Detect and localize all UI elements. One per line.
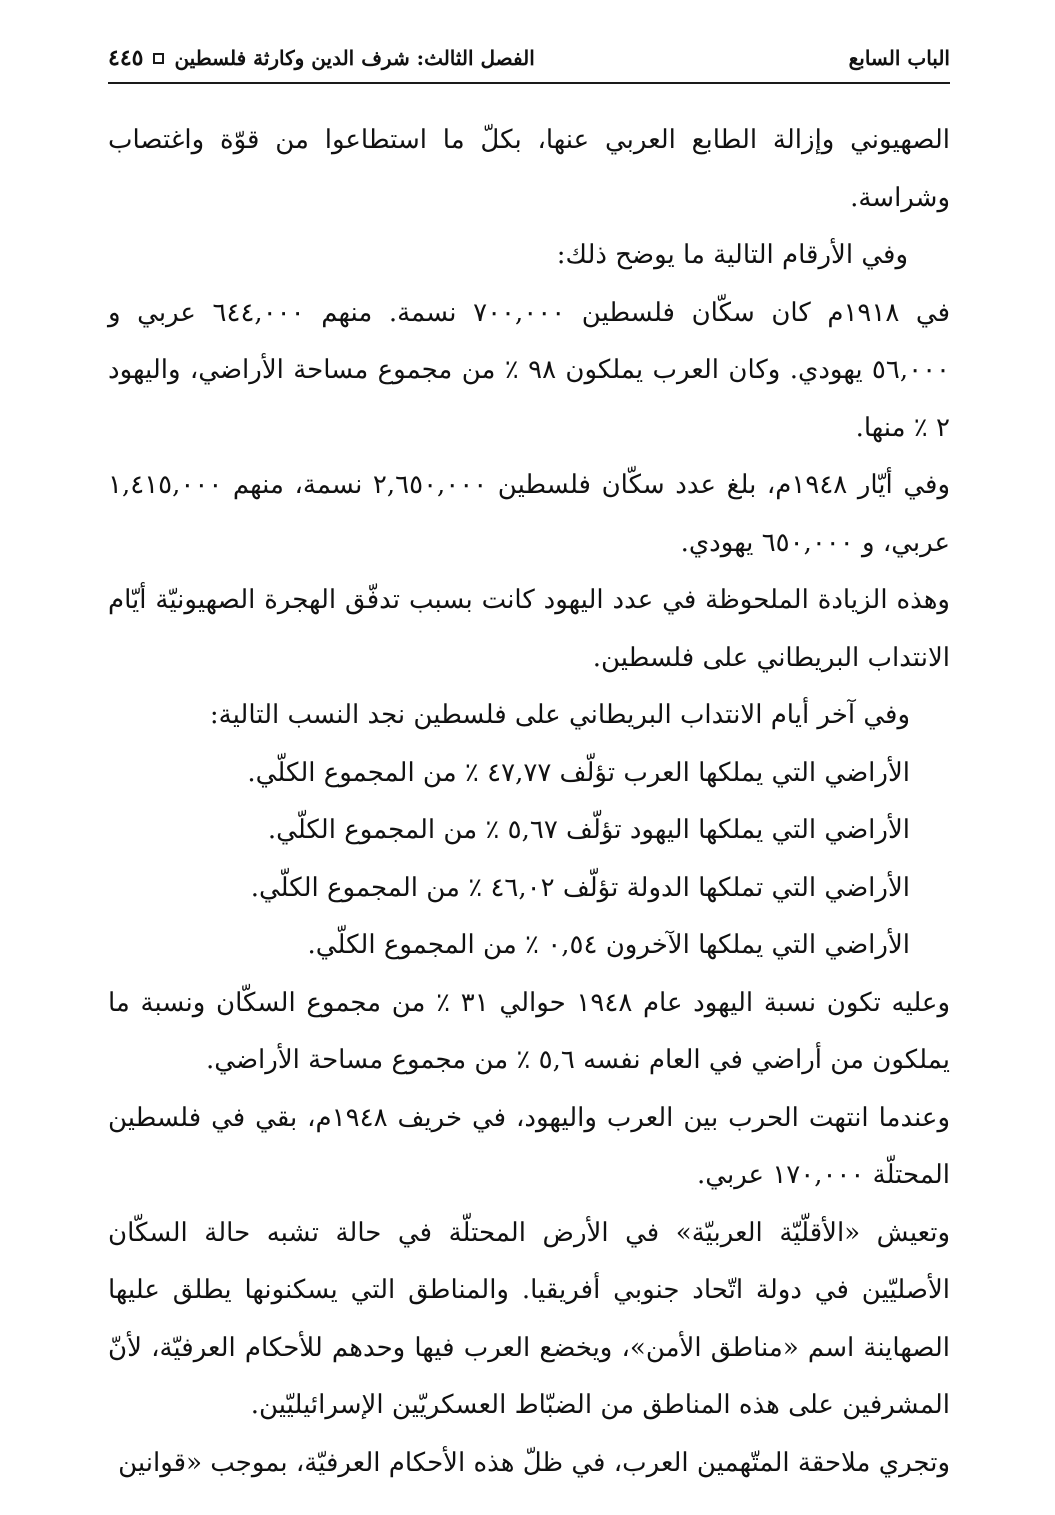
list-item: الأراضي التي يملكها اليهود تؤلّف ٥,٦٧ ٪ من المجموع الكلّي.	[267, 815, 910, 845]
paragraph: الصهيوني وإزالة الطابع العربي عنها، بكلّ ما استطاعوا من قوّة واغتصاب وشراسة.	[108, 125, 950, 213]
body-text	[108, 112, 950, 1492]
paragraph: وفي أيّار ١٩٤٨م، بلغ عدد سكّان فلسطين ٢,٦٥٠,٠٠٠ نسمة، منهم ١,٤١٥,٠٠٠ عربي، و ٦٥٠,٠٠٠ يهودي.	[108, 470, 951, 558]
chapter-title: الباب السابع	[848, 46, 950, 70]
list-item: وفي آخر أيام الانتداب البريطاني على فلسطين نجد النسب التالية:	[209, 700, 910, 730]
running-header	[108, 40, 950, 76]
paragraph: وعندما انتهت الحرب بين العرب واليهود، في خريف ١٩٤٨م، بقي في فلسطين المحتلّة ١٧٠,٠٠٠ عربي.	[108, 1102, 951, 1190]
list-item: الأراضي التي يملكها العرب تؤلّف ٤٧,٧٧ ٪ من المجموع الكلّي.	[247, 757, 910, 788]
paragraph: وتعيش «الأقلّيّة العربيّة» في الأرض المحتلّة في حالة تشبه حالة السكّان الأصليّين في دولة اتّحاد جنوبي أفريقيا. والمناطق التي يسكنونها يطلق عليها الصهاينة اسم «مناطق الأمن»، ويخضع العرب فيها وحدهم للأحكام العرفيّة، لأنّ المشرفين على هذه المناطق من الضبّاط العسكريّين الإسرائيليّين.	[108, 1217, 950, 1420]
square-separator-icon	[153, 53, 164, 64]
header-divider	[108, 82, 950, 84]
paragraph: وهذه الزيادة الملحوظة في عدد اليهود كانت بسبب تدفّق الهجرة الصهيونيّة أيّام الانتداب البريطاني على فلسطين.	[108, 585, 950, 673]
section-title: الفصل الثالث: شرف الدين وكارثة فلسطين	[174, 46, 535, 70]
list-item: الأراضي التي يملكها الآخرون ٠,٥٤ ٪ من المجموع الكلّي.	[307, 930, 910, 960]
list-item: الأراضي التي تملكها الدولة تؤلّف ٤٦,٠٢ ٪ من المجموع الكلّي.	[250, 872, 910, 903]
page-number: ٤٤٥	[108, 45, 144, 71]
paragraph: وعليه تكون نسبة اليهود عام ١٩٤٨ حوالي ٣١ ٪ من مجموع السكّان ونسبة ما يملكون من أراضي في العام نفسه ٥,٦ ٪ من مجموع مساحة الأراضي.	[108, 987, 951, 1075]
paragraph: وفي الأرقام التالية ما يوضح ذلك:	[556, 240, 908, 270]
paragraph: في ١٩١٨م كان سكّان فلسطين ٧٠٠,٠٠٠ نسمة. منهم ٦٤٤,٠٠٠ عربي و ٥٦,٠٠٠ يهودي. وكان العرب يملكون ٩٨ ٪ من مجموع مساحة الأراضي، واليهود ٢ ٪ منها.	[108, 297, 951, 443]
section-and-page	[108, 45, 535, 71]
paragraph: وتجري ملاحقة المتّهمين العرب، في ظلّ هذه الأحكام العرفيّة، بموجب «قوانين	[118, 1447, 950, 1478]
